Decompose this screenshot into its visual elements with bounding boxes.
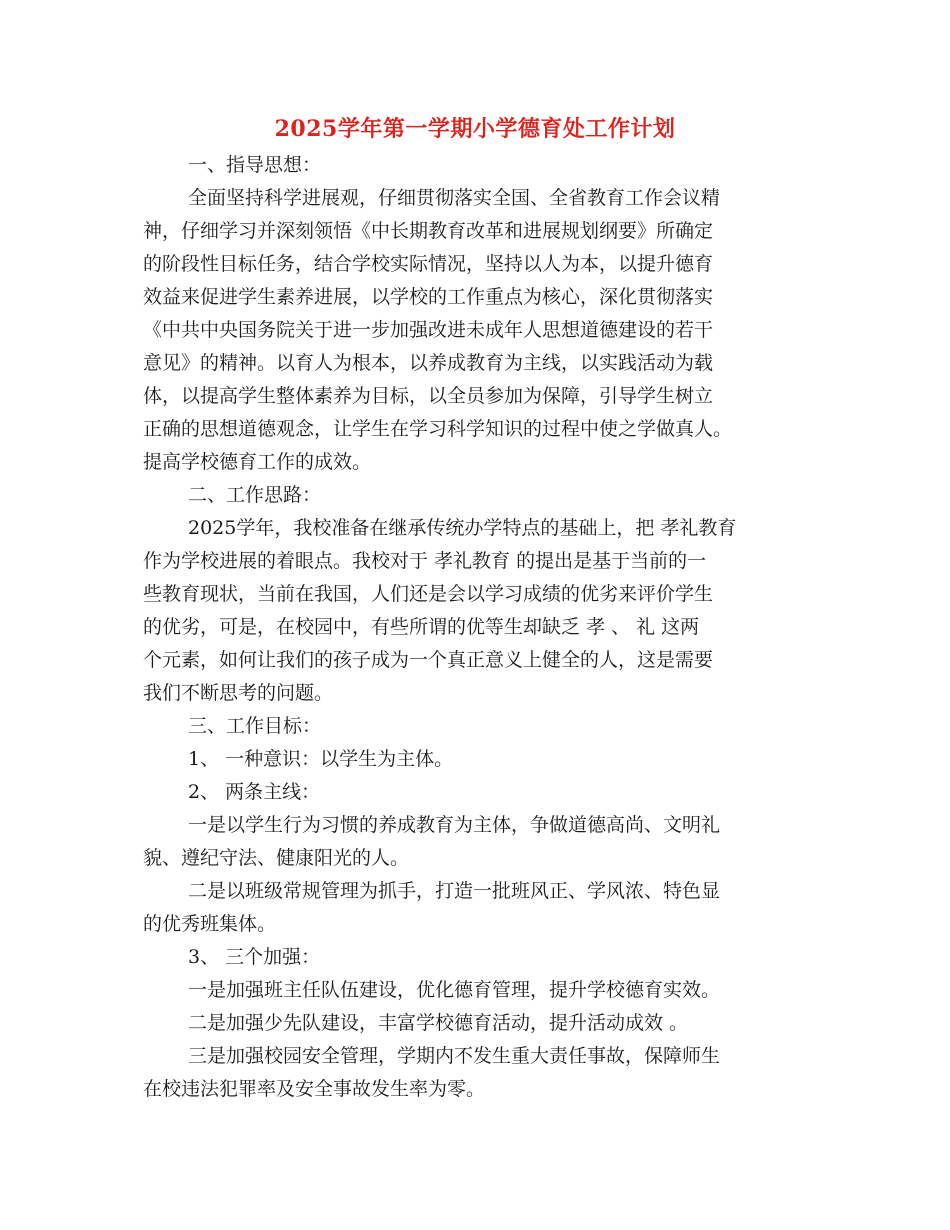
- section-heading: 二、工作思路：: [188, 484, 322, 506]
- paragraph-line: 正确的思想道德观念，让学生在学习科学知识的过程中使之学做真人。: [143, 418, 733, 440]
- list-item: 3、 三个加强：: [188, 946, 321, 968]
- list-item: 1、 一种意识：以学生为主体。: [188, 748, 454, 770]
- paragraph-line: 一是加强班主任队伍建设，优化德育管理，提升学校德育实效。: [188, 979, 721, 1001]
- paragraph-line: 的阶段性目标任务，结合学校实际情况，坚持以人为本，以提升德育: [143, 253, 714, 275]
- paragraph-line: 效益来促进学生素养进展，以学校的工作重点为核心，深化贯彻落实: [143, 286, 714, 308]
- list-item: 2、 两条主线：: [188, 781, 321, 803]
- document-title: 2025学年第一学期小学德育处工作计划: [274, 116, 676, 142]
- paragraph-line: 貌、遵纪守法、健康阳光的人。: [143, 847, 410, 869]
- paragraph-line: 三是加强校园安全管理，学期内不发生重大责任事故，保障师生: [188, 1045, 721, 1067]
- paragraph-line: 作为学校进展的着眼点。我校对于 孝礼教育 的提出是基于当前的一: [143, 550, 707, 572]
- paragraph-line: 个元素，如何让我们的孩子成为一个真正意义上健全的人，这是需要: [143, 649, 714, 671]
- paragraph-line: 全面坚持科学进展观，仔细贯彻落实全国、全省教育工作会议精: [188, 187, 721, 209]
- paragraph-line: 的优劣，可是，在校园中，有些所谓的优等生却缺乏 孝 、 礼 这两: [143, 616, 700, 638]
- section-heading: 三、工作目标：: [188, 715, 322, 737]
- paragraph-line: 的优秀班集体。: [143, 913, 277, 935]
- section-heading: 一、指导思想：: [188, 154, 322, 176]
- paragraph-line: 一是以学生行为习惯的养成教育为主体，争做道德高尚、文明礼: [188, 814, 721, 836]
- paragraph-line: 二是以班级常规管理为抓手，打造一批班风正、学风浓、特色显: [188, 880, 721, 902]
- paragraph-line: 《中共中央国务院关于进一步加强改进未成年人思想道德建设的若干: [143, 319, 714, 341]
- paragraph-line: 2025学年，我校准备在继承传统办学特点的基础上，把 孝礼教育: [188, 517, 737, 539]
- paragraph-line: 意见》的精神。以育人为根本，以养成教育为主线，以实践活动为载: [143, 352, 714, 374]
- paragraph-line: 神，仔细学习并深刻领悟《中长期教育改革和进展规划纲要》所确定: [143, 220, 714, 242]
- paragraph-line: 在校违法犯罪率及安全事故发生率为零。: [143, 1078, 486, 1100]
- paragraph-line: 提高学校德育工作的成效。: [143, 451, 372, 473]
- paragraph-line: 体，以提高学生整体素养为目标，以全员参加为保障，引导学生树立: [143, 385, 714, 407]
- paragraph-line: 我们不断思考的问题。: [143, 682, 334, 704]
- paragraph-line: 些教育现状，当前在我国，人们还是会以学习成绩的优劣来评价学生: [143, 583, 714, 605]
- paragraph-line: 二是加强少先队建设，丰富学校德育活动，提升活动成效 。: [188, 1012, 689, 1034]
